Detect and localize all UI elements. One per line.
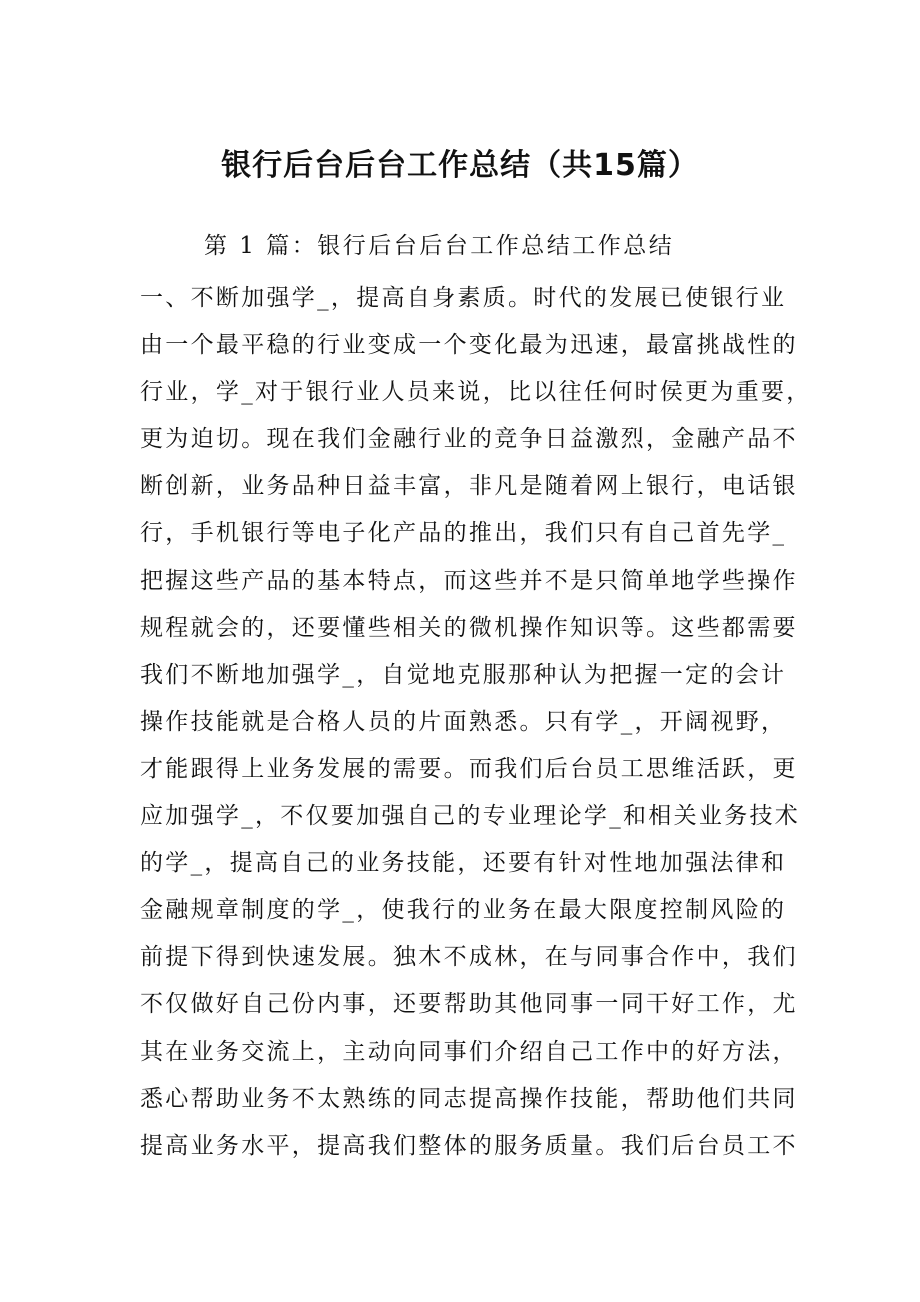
body-text-line: 断创新，业务品种日益丰富，非凡是随着网上银行，电话银: [140, 473, 798, 500]
body-text-line: 由一个最平稳的行业变成一个变化最为迅速，最富挑战性的: [140, 332, 798, 359]
body-text-line: 一、不断加强学_，提高自身素质。时代的发展已使银行业: [140, 285, 787, 311]
body-text-line: 行业，学_对于银行业人员来说，比以往任何时侯更为重要，: [140, 379, 812, 406]
document-title: 银行后台后台工作总结（共15篇）: [221, 148, 699, 183]
body-text-line: 把握这些产品的基本特点，而这些并不是只简单地学些操作: [140, 567, 798, 594]
section-heading: 第 1 篇：银行后台后台工作总结工作总结: [204, 233, 675, 259]
body-text-line: 规程就会的，还要懂些相关的微机操作知识等。这些都需要: [140, 614, 798, 641]
body-text-line: 前提下得到快速发展。独木不成林，在与同事合作中，我们: [140, 944, 798, 971]
body-text-line: 的学_，提高自己的业务技能，还要有针对性地加强法律和: [140, 850, 787, 877]
body-text-line: 不仅做好自己份内事，还要帮助其他同事一同干好工作，尤: [140, 991, 798, 1018]
body-text-line: 更为迫切。现在我们金融行业的竞争日益激烈，金融产品不: [140, 426, 798, 453]
body-text-line: 提高业务水平，提高我们整体的服务质量。我们后台员工不: [140, 1132, 798, 1159]
body-text-line: 行，手机银行等电子化产品的推出，我们只有自己首先学_: [140, 520, 787, 547]
body-text-line: 应加强学_，不仅要加强自己的专业理论学_和相关业务技术: [140, 803, 801, 830]
body-text-line: 金融规章制度的学_，使我行的业务在最大限度控制风险的: [140, 897, 787, 924]
body-text-line: 操作技能就是合格人员的片面熟悉。只有学_，开阔视野，: [140, 708, 787, 735]
body-text-line: 悉心帮助业务不太熟练的同志提高操作技能，帮助他们共同: [140, 1085, 798, 1112]
body-text-line: 其在业务交流上，主动向同事们介绍自己工作中的好方法，: [140, 1038, 798, 1065]
body-text-line: 我们不断地加强学_，自觉地克服那种认为把握一定的会计: [140, 661, 787, 688]
body-text-line: 才能跟得上业务发展的需要。而我们后台员工思维活跃，更: [140, 755, 798, 782]
body-text: [140, 275, 812, 1170]
